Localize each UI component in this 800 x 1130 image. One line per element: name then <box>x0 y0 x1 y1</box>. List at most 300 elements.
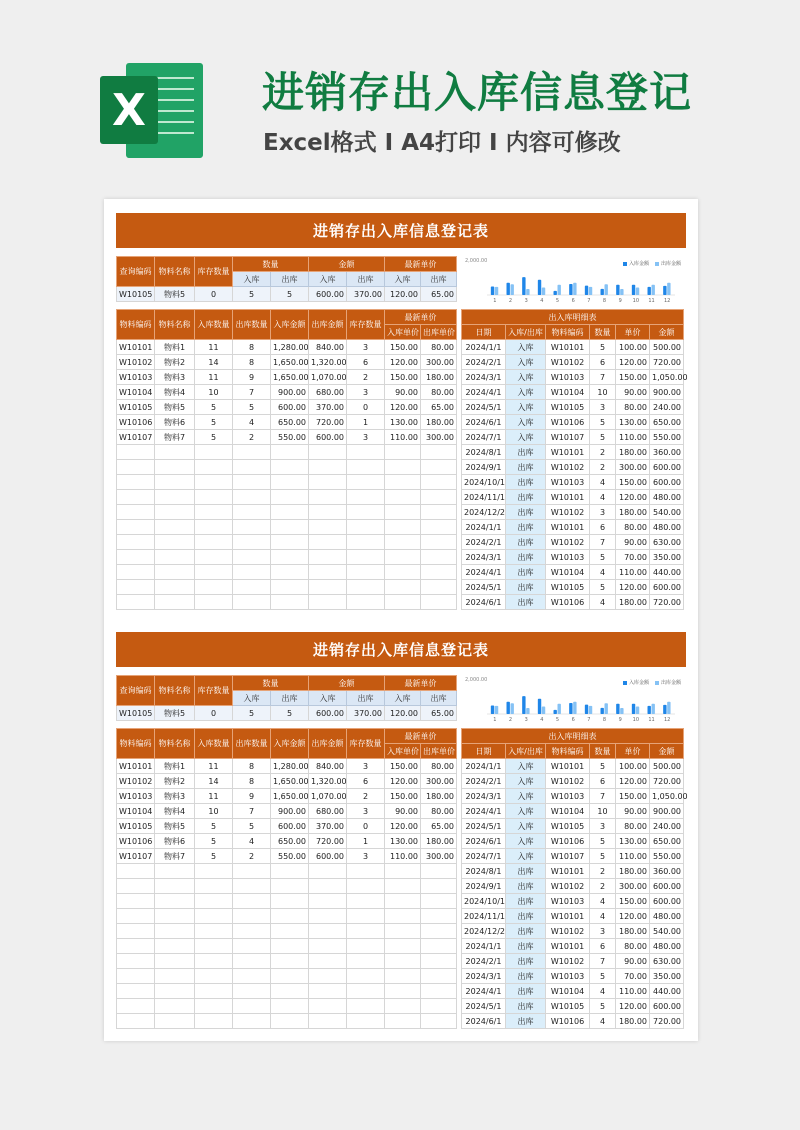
detail-cell[interactable]: 550.00 <box>650 430 684 445</box>
detail-cell[interactable]: 440.00 <box>650 984 684 999</box>
detail-cell[interactable]: 2024/4/1 <box>462 565 506 580</box>
table-cell[interactable] <box>195 1014 233 1029</box>
table-cell[interactable]: 3 <box>347 430 385 445</box>
detail-cell[interactable]: 入库 <box>506 804 546 819</box>
table-cell[interactable]: 180.00 <box>421 370 457 385</box>
table-cell[interactable] <box>117 999 155 1014</box>
table-cell[interactable] <box>421 954 457 969</box>
table-cell[interactable] <box>117 460 155 475</box>
detail-cell[interactable]: 出库 <box>506 535 546 550</box>
table-cell[interactable] <box>421 475 457 490</box>
table-cell[interactable]: 840.00 <box>309 340 347 355</box>
detail-cell[interactable]: 180.00 <box>616 445 650 460</box>
detail-cell[interactable]: 2024/4/1 <box>462 385 506 400</box>
table-cell[interactable] <box>155 894 195 909</box>
detail-cell[interactable]: 出库 <box>506 864 546 879</box>
table-cell[interactable] <box>309 565 347 580</box>
table-cell[interactable] <box>271 864 309 879</box>
table-cell[interactable]: 900.00 <box>271 804 309 819</box>
table-cell[interactable]: W10103 <box>117 789 155 804</box>
table-cell[interactable] <box>271 595 309 610</box>
table-cell[interactable]: 2 <box>233 430 271 445</box>
table-cell[interactable]: 80.00 <box>421 804 457 819</box>
table-cell[interactable]: 120.00 <box>385 774 421 789</box>
detail-cell[interactable]: W10103 <box>546 475 590 490</box>
table-cell[interactable] <box>271 999 309 1014</box>
detail-cell[interactable]: W10106 <box>546 834 590 849</box>
table-cell[interactable]: W10107 <box>117 849 155 864</box>
table-cell[interactable]: 14 <box>195 355 233 370</box>
table-cell[interactable]: 4 <box>233 415 271 430</box>
table-cell[interactable]: 物料3 <box>155 370 195 385</box>
table-cell[interactable] <box>421 490 457 505</box>
table-cell[interactable] <box>421 909 457 924</box>
query-code-input[interactable]: W10105 <box>117 706 155 721</box>
detail-cell[interactable]: 入库 <box>506 370 546 385</box>
table-cell[interactable]: 120.00 <box>385 819 421 834</box>
detail-cell[interactable]: W10102 <box>546 924 590 939</box>
table-cell[interactable]: 650.00 <box>271 834 309 849</box>
table-cell[interactable] <box>421 550 457 565</box>
table-cell[interactable]: 3 <box>347 385 385 400</box>
table-cell[interactable] <box>421 879 457 894</box>
detail-cell[interactable]: W10105 <box>546 819 590 834</box>
detail-cell[interactable]: 2024/5/1 <box>462 580 506 595</box>
detail-cell[interactable]: W10104 <box>546 984 590 999</box>
detail-cell[interactable]: W10105 <box>546 400 590 415</box>
detail-cell[interactable]: 2024/3/1 <box>462 789 506 804</box>
detail-cell[interactable]: 5 <box>590 340 616 355</box>
table-cell[interactable] <box>195 550 233 565</box>
table-cell[interactable] <box>155 460 195 475</box>
detail-cell[interactable]: 出库 <box>506 924 546 939</box>
detail-cell[interactable]: 120.00 <box>616 909 650 924</box>
table-cell[interactable] <box>347 909 385 924</box>
table-cell[interactable] <box>309 864 347 879</box>
table-cell[interactable]: 150.00 <box>385 759 421 774</box>
detail-cell[interactable]: 900.00 <box>650 804 684 819</box>
detail-cell[interactable]: 4 <box>590 490 616 505</box>
table-cell[interactable]: 600.00 <box>309 430 347 445</box>
table-cell[interactable]: 550.00 <box>271 849 309 864</box>
detail-cell[interactable]: 2024/8/1 <box>462 864 506 879</box>
detail-cell[interactable]: 出库 <box>506 969 546 984</box>
detail-cell[interactable]: 2024/5/1 <box>462 819 506 834</box>
table-cell[interactable]: 600.00 <box>271 819 309 834</box>
detail-cell[interactable]: 540.00 <box>650 505 684 520</box>
table-cell[interactable]: 120.00 <box>385 355 421 370</box>
table-cell[interactable] <box>155 1014 195 1029</box>
detail-cell[interactable]: 600.00 <box>650 580 684 595</box>
detail-cell[interactable]: 1,050.00 <box>650 370 684 385</box>
detail-cell[interactable]: W10102 <box>546 460 590 475</box>
table-cell[interactable] <box>421 460 457 475</box>
table-cell[interactable]: 3 <box>347 340 385 355</box>
table-cell[interactable] <box>117 969 155 984</box>
table-cell[interactable]: 110.00 <box>385 430 421 445</box>
table-cell[interactable]: 300.00 <box>421 849 457 864</box>
table-cell[interactable] <box>155 879 195 894</box>
detail-cell[interactable]: 100.00 <box>616 340 650 355</box>
table-cell[interactable] <box>271 445 309 460</box>
table-cell[interactable]: 370.00 <box>309 819 347 834</box>
detail-cell[interactable]: 500.00 <box>650 340 684 355</box>
detail-cell[interactable]: 2024/4/1 <box>462 984 506 999</box>
table-cell[interactable]: 120.00 <box>385 400 421 415</box>
table-cell[interactable] <box>117 595 155 610</box>
table-cell[interactable] <box>421 520 457 535</box>
table-cell[interactable] <box>347 475 385 490</box>
detail-cell[interactable]: 2024/1/1 <box>462 759 506 774</box>
table-cell[interactable] <box>347 505 385 520</box>
detail-cell[interactable]: 2024/2/1 <box>462 535 506 550</box>
detail-cell[interactable]: 240.00 <box>650 400 684 415</box>
detail-cell[interactable]: W10101 <box>546 445 590 460</box>
table-cell[interactable] <box>347 460 385 475</box>
table-cell[interactable] <box>195 520 233 535</box>
detail-cell[interactable]: 300.00 <box>616 460 650 475</box>
table-cell[interactable]: 1,320.00 <box>309 774 347 789</box>
detail-cell[interactable]: W10102 <box>546 879 590 894</box>
table-cell[interactable] <box>233 864 271 879</box>
detail-cell[interactable]: 出库 <box>506 879 546 894</box>
table-cell[interactable] <box>271 969 309 984</box>
detail-cell[interactable]: 720.00 <box>650 774 684 789</box>
table-cell[interactable] <box>309 520 347 535</box>
table-cell[interactable] <box>233 879 271 894</box>
detail-cell[interactable]: 2024/3/1 <box>462 370 506 385</box>
table-cell[interactable]: 150.00 <box>385 370 421 385</box>
detail-cell[interactable]: 300.00 <box>616 879 650 894</box>
table-cell[interactable] <box>195 909 233 924</box>
table-cell[interactable] <box>421 984 457 999</box>
table-cell[interactable] <box>347 445 385 460</box>
detail-cell[interactable]: 600.00 <box>650 460 684 475</box>
detail-cell[interactable]: 入库 <box>506 355 546 370</box>
detail-cell[interactable]: 90.00 <box>616 385 650 400</box>
detail-cell[interactable]: 10 <box>590 804 616 819</box>
table-cell[interactable]: 720.00 <box>309 834 347 849</box>
table-cell[interactable] <box>309 879 347 894</box>
table-cell[interactable] <box>233 984 271 999</box>
table-cell[interactable] <box>155 864 195 879</box>
table-cell[interactable]: 物料5 <box>155 819 195 834</box>
table-cell[interactable] <box>155 969 195 984</box>
table-cell[interactable]: W10104 <box>117 804 155 819</box>
table-cell[interactable] <box>309 924 347 939</box>
table-cell[interactable]: 1,280.00 <box>271 340 309 355</box>
detail-cell[interactable]: 6 <box>590 939 616 954</box>
table-cell[interactable]: W10101 <box>117 340 155 355</box>
table-cell[interactable]: W10105 <box>117 819 155 834</box>
table-cell[interactable] <box>195 999 233 1014</box>
table-cell[interactable] <box>385 999 421 1014</box>
table-cell[interactable] <box>195 954 233 969</box>
table-cell[interactable] <box>421 894 457 909</box>
table-cell[interactable] <box>233 550 271 565</box>
table-cell[interactable] <box>347 1014 385 1029</box>
table-cell[interactable] <box>385 864 421 879</box>
table-cell[interactable]: 2 <box>347 370 385 385</box>
table-cell[interactable]: W10102 <box>117 355 155 370</box>
table-cell[interactable]: 5 <box>195 430 233 445</box>
table-cell[interactable]: 14 <box>195 774 233 789</box>
table-cell[interactable] <box>155 550 195 565</box>
table-cell[interactable] <box>385 984 421 999</box>
table-cell[interactable]: 1,320.00 <box>309 355 347 370</box>
detail-cell[interactable]: 4 <box>590 565 616 580</box>
table-cell[interactable] <box>155 984 195 999</box>
table-cell[interactable] <box>155 475 195 490</box>
detail-cell[interactable]: W10101 <box>546 939 590 954</box>
table-cell[interactable] <box>117 535 155 550</box>
table-cell[interactable] <box>385 565 421 580</box>
table-cell[interactable] <box>309 1014 347 1029</box>
detail-cell[interactable]: 5 <box>590 430 616 445</box>
table-cell[interactable]: 11 <box>195 370 233 385</box>
table-cell[interactable] <box>233 909 271 924</box>
detail-cell[interactable]: 入库 <box>506 774 546 789</box>
table-cell[interactable] <box>385 924 421 939</box>
detail-cell[interactable]: 120.00 <box>616 580 650 595</box>
table-cell[interactable] <box>347 924 385 939</box>
table-cell[interactable]: 600.00 <box>309 849 347 864</box>
table-cell[interactable] <box>195 460 233 475</box>
detail-cell[interactable]: W10102 <box>546 505 590 520</box>
table-cell[interactable]: 物料3 <box>155 789 195 804</box>
table-cell[interactable] <box>117 550 155 565</box>
table-cell[interactable] <box>385 909 421 924</box>
detail-cell[interactable]: 出库 <box>506 595 546 610</box>
table-cell[interactable] <box>421 939 457 954</box>
table-cell[interactable] <box>195 565 233 580</box>
table-cell[interactable]: 物料7 <box>155 849 195 864</box>
detail-cell[interactable]: W10102 <box>546 535 590 550</box>
detail-cell[interactable]: 500.00 <box>650 759 684 774</box>
table-cell[interactable] <box>385 460 421 475</box>
table-cell[interactable]: 130.00 <box>385 834 421 849</box>
detail-cell[interactable]: 出库 <box>506 475 546 490</box>
detail-cell[interactable]: 2024/2/1 <box>462 355 506 370</box>
table-cell[interactable] <box>421 565 457 580</box>
detail-cell[interactable]: 3 <box>590 400 616 415</box>
table-cell[interactable] <box>421 580 457 595</box>
table-cell[interactable]: W10106 <box>117 834 155 849</box>
table-cell[interactable] <box>155 595 195 610</box>
table-cell[interactable]: 90.00 <box>385 804 421 819</box>
table-cell[interactable] <box>347 864 385 879</box>
detail-cell[interactable]: 10 <box>590 385 616 400</box>
table-cell[interactable] <box>117 490 155 505</box>
table-cell[interactable] <box>117 879 155 894</box>
detail-cell[interactable]: 入库 <box>506 759 546 774</box>
detail-cell[interactable]: 出库 <box>506 999 546 1014</box>
detail-cell[interactable]: 80.00 <box>616 520 650 535</box>
detail-cell[interactable]: 110.00 <box>616 565 650 580</box>
detail-cell[interactable]: 入库 <box>506 340 546 355</box>
detail-cell[interactable]: 180.00 <box>616 595 650 610</box>
detail-cell[interactable]: 110.00 <box>616 849 650 864</box>
table-cell[interactable] <box>233 939 271 954</box>
table-cell[interactable] <box>271 954 309 969</box>
table-cell[interactable] <box>271 490 309 505</box>
table-cell[interactable]: 300.00 <box>421 430 457 445</box>
table-cell[interactable]: 9 <box>233 370 271 385</box>
detail-cell[interactable]: 2024/7/1 <box>462 430 506 445</box>
table-cell[interactable]: 5 <box>233 400 271 415</box>
detail-cell[interactable]: 130.00 <box>616 834 650 849</box>
detail-cell[interactable]: W10106 <box>546 415 590 430</box>
table-cell[interactable]: W10101 <box>117 759 155 774</box>
table-cell[interactable] <box>155 505 195 520</box>
detail-cell[interactable]: 2024/7/1 <box>462 849 506 864</box>
table-cell[interactable] <box>347 565 385 580</box>
table-cell[interactable]: 10 <box>195 804 233 819</box>
table-cell[interactable] <box>271 1014 309 1029</box>
table-cell[interactable] <box>347 595 385 610</box>
table-cell[interactable]: 6 <box>347 355 385 370</box>
detail-cell[interactable]: 2024/3/1 <box>462 969 506 984</box>
table-cell[interactable]: 130.00 <box>385 415 421 430</box>
table-cell[interactable] <box>233 969 271 984</box>
table-cell[interactable] <box>309 999 347 1014</box>
detail-cell[interactable]: W10104 <box>546 804 590 819</box>
table-cell[interactable]: 2 <box>347 789 385 804</box>
table-cell[interactable] <box>421 999 457 1014</box>
table-cell[interactable] <box>155 924 195 939</box>
table-cell[interactable]: 物料2 <box>155 355 195 370</box>
detail-cell[interactable]: 4 <box>590 1014 616 1029</box>
table-cell[interactable] <box>155 535 195 550</box>
detail-cell[interactable]: 80.00 <box>616 819 650 834</box>
table-cell[interactable]: 180.00 <box>421 415 457 430</box>
table-cell[interactable] <box>309 939 347 954</box>
table-cell[interactable] <box>347 999 385 1014</box>
detail-cell[interactable]: 2024/9/1 <box>462 460 506 475</box>
table-cell[interactable]: 1,650.00 <box>271 370 309 385</box>
table-cell[interactable] <box>271 535 309 550</box>
table-cell[interactable] <box>309 445 347 460</box>
table-cell[interactable]: 150.00 <box>385 340 421 355</box>
table-cell[interactable]: 680.00 <box>309 385 347 400</box>
table-cell[interactable] <box>117 984 155 999</box>
detail-cell[interactable]: W10102 <box>546 774 590 789</box>
detail-cell[interactable]: 120.00 <box>616 999 650 1014</box>
table-cell[interactable] <box>195 879 233 894</box>
detail-cell[interactable]: W10106 <box>546 1014 590 1029</box>
table-cell[interactable] <box>271 475 309 490</box>
table-cell[interactable] <box>347 580 385 595</box>
detail-cell[interactable]: 480.00 <box>650 939 684 954</box>
table-cell[interactable] <box>233 535 271 550</box>
detail-cell[interactable]: 出库 <box>506 894 546 909</box>
table-cell[interactable] <box>347 520 385 535</box>
detail-cell[interactable]: 110.00 <box>616 430 650 445</box>
table-cell[interactable] <box>271 550 309 565</box>
detail-cell[interactable]: 2024/6/1 <box>462 595 506 610</box>
table-cell[interactable] <box>385 879 421 894</box>
table-cell[interactable] <box>385 535 421 550</box>
table-cell[interactable] <box>421 445 457 460</box>
detail-cell[interactable]: 600.00 <box>650 879 684 894</box>
detail-cell[interactable]: 3 <box>590 505 616 520</box>
table-cell[interactable]: 370.00 <box>309 400 347 415</box>
table-cell[interactable] <box>385 894 421 909</box>
table-cell[interactable]: 180.00 <box>421 834 457 849</box>
table-cell[interactable]: 90.00 <box>385 385 421 400</box>
detail-cell[interactable]: W10103 <box>546 370 590 385</box>
detail-cell[interactable]: 180.00 <box>616 1014 650 1029</box>
detail-cell[interactable]: 5 <box>590 849 616 864</box>
detail-cell[interactable]: 入库 <box>506 430 546 445</box>
table-cell[interactable] <box>385 445 421 460</box>
table-cell[interactable] <box>271 565 309 580</box>
table-cell[interactable]: W10104 <box>117 385 155 400</box>
table-cell[interactable]: W10107 <box>117 430 155 445</box>
table-cell[interactable]: 1 <box>347 834 385 849</box>
detail-cell[interactable]: 入库 <box>506 415 546 430</box>
table-cell[interactable]: 840.00 <box>309 759 347 774</box>
detail-cell[interactable]: 2024/5/1 <box>462 999 506 1014</box>
table-cell[interactable] <box>385 595 421 610</box>
detail-cell[interactable]: 650.00 <box>650 834 684 849</box>
detail-cell[interactable]: 2024/2/1 <box>462 954 506 969</box>
table-cell[interactable] <box>195 894 233 909</box>
detail-cell[interactable]: 350.00 <box>650 550 684 565</box>
detail-cell[interactable]: 7 <box>590 789 616 804</box>
detail-cell[interactable]: 2024/12/2 <box>462 505 506 520</box>
table-cell[interactable] <box>195 490 233 505</box>
table-cell[interactable] <box>155 909 195 924</box>
detail-cell[interactable]: 2 <box>590 864 616 879</box>
table-cell[interactable] <box>271 924 309 939</box>
table-cell[interactable]: 720.00 <box>309 415 347 430</box>
detail-cell[interactable]: 出库 <box>506 580 546 595</box>
table-cell[interactable] <box>195 864 233 879</box>
detail-cell[interactable]: 2024/8/1 <box>462 445 506 460</box>
detail-cell[interactable]: 出库 <box>506 490 546 505</box>
detail-cell[interactable]: 7 <box>590 370 616 385</box>
detail-cell[interactable]: 240.00 <box>650 819 684 834</box>
table-cell[interactable] <box>309 580 347 595</box>
table-cell[interactable] <box>271 939 309 954</box>
detail-cell[interactable]: 出库 <box>506 505 546 520</box>
table-cell[interactable]: W10102 <box>117 774 155 789</box>
detail-cell[interactable]: 150.00 <box>616 370 650 385</box>
table-cell[interactable] <box>421 595 457 610</box>
detail-cell[interactable]: 150.00 <box>616 894 650 909</box>
table-cell[interactable] <box>347 550 385 565</box>
detail-cell[interactable]: 2024/5/1 <box>462 400 506 415</box>
table-cell[interactable]: 7 <box>233 804 271 819</box>
detail-cell[interactable]: 180.00 <box>616 505 650 520</box>
table-cell[interactable] <box>155 939 195 954</box>
table-cell[interactable] <box>195 595 233 610</box>
table-cell[interactable] <box>117 924 155 939</box>
table-cell[interactable]: 150.00 <box>385 789 421 804</box>
table-cell[interactable]: 3 <box>347 804 385 819</box>
table-cell[interactable] <box>347 984 385 999</box>
table-cell[interactable] <box>195 475 233 490</box>
table-cell[interactable] <box>155 580 195 595</box>
table-cell[interactable] <box>347 954 385 969</box>
detail-cell[interactable]: 5 <box>590 759 616 774</box>
table-cell[interactable] <box>309 490 347 505</box>
detail-cell[interactable]: 600.00 <box>650 999 684 1014</box>
detail-cell[interactable]: 5 <box>590 834 616 849</box>
detail-cell[interactable]: 70.00 <box>616 550 650 565</box>
detail-cell[interactable]: 入库 <box>506 789 546 804</box>
